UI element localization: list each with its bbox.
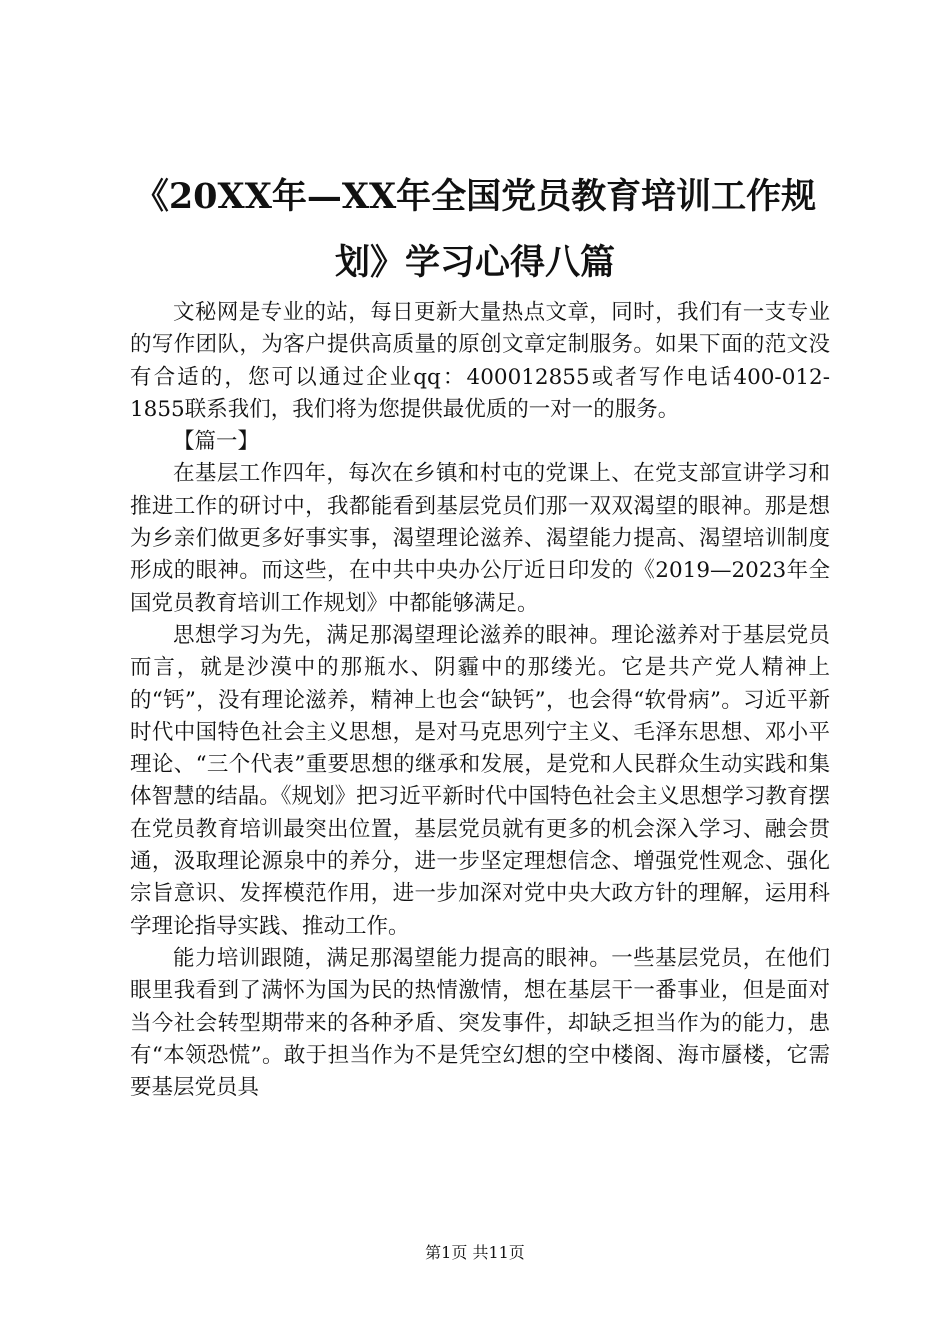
body-paragraph: 在基层工作四年，每次在乡镇和村屯的党课上、在党支部宣讲学习和推进工作的研讨中，我都能看到基层党员们那一双双渴望的眼神。那是想为乡亲们做更多好事实事，渴望理论滋养、渴望能力提高、渴望培训制度形成的眼神。而这些，在中共中央办公厅近日印发的《2019—2023年全国党员教育培训工作规划》中都能够满足。	[130, 461, 830, 616]
title-line-2: 划》学习心得八篇	[334, 242, 615, 283]
intro-paragraph: 文秘网是专业的站，每日更新大量热点文章，同时，我们有一支专业的写作团队，为客户提供高质量的原创文章定制服务。如果下面的范文没有合适的，您可以通过企业qq：400012855或者写作电话400-012-1855联系我们，我们将为您提供最优质的一对一的服务。	[130, 300, 830, 422]
document-title	[130, 164, 820, 296]
body-paragraph: 能力培训跟随，满足那渴望能力提高的眼神。一些基层党员，在他们眼里我看到了满怀为国为民的热情激情，想在基层干一番事业，但是面对当今社会转型期带来的各种矛盾、突发事件，却缺乏担当作为的能力，患有“本领恐慌”。敢于担当作为不是凭空幻想的空中楼阁、海市蜃楼，它需要基层党员具	[130, 945, 830, 1101]
body-paragraph: 思想学习为先，满足那渴望理论滋养的眼神。理论滋养对于基层党员而言，就是沙漠中的那瓶水、阴霾中的那缕光。它是共产党人精神上的“钙”，没有理论滋养，精神上也会“缺钙”，也会得“软骨病”。习近平新时代中国特色社会主义思想，是对马克思列宁主义、毛泽东思想、邓小平理论、“三个代表”重要思想的继承和发展，是党和人民群众生动实践和集体智慧的结晶。《规划》把习近平新时代中国特色社会主义思想学习教育摆在党员教育培训最突出位置，基层党员就有更多的机会深入学习、融会贯通，汲取理论源泉中的养分，进一步坚定理想信念、增强党性观念、强化宗旨意识、发挥模范作用，进一步加深对党中央大政方针的理解，运用科学理论指导实践、推动工作。	[130, 622, 830, 939]
document-body	[130, 297, 830, 1104]
title-line-1: 《20XX年—XX年全国党员教育培训工作规	[133, 176, 817, 217]
section-heading: 【篇一】	[173, 429, 260, 455]
page-number-footer: 第1页 共11页	[425, 1243, 525, 1262]
